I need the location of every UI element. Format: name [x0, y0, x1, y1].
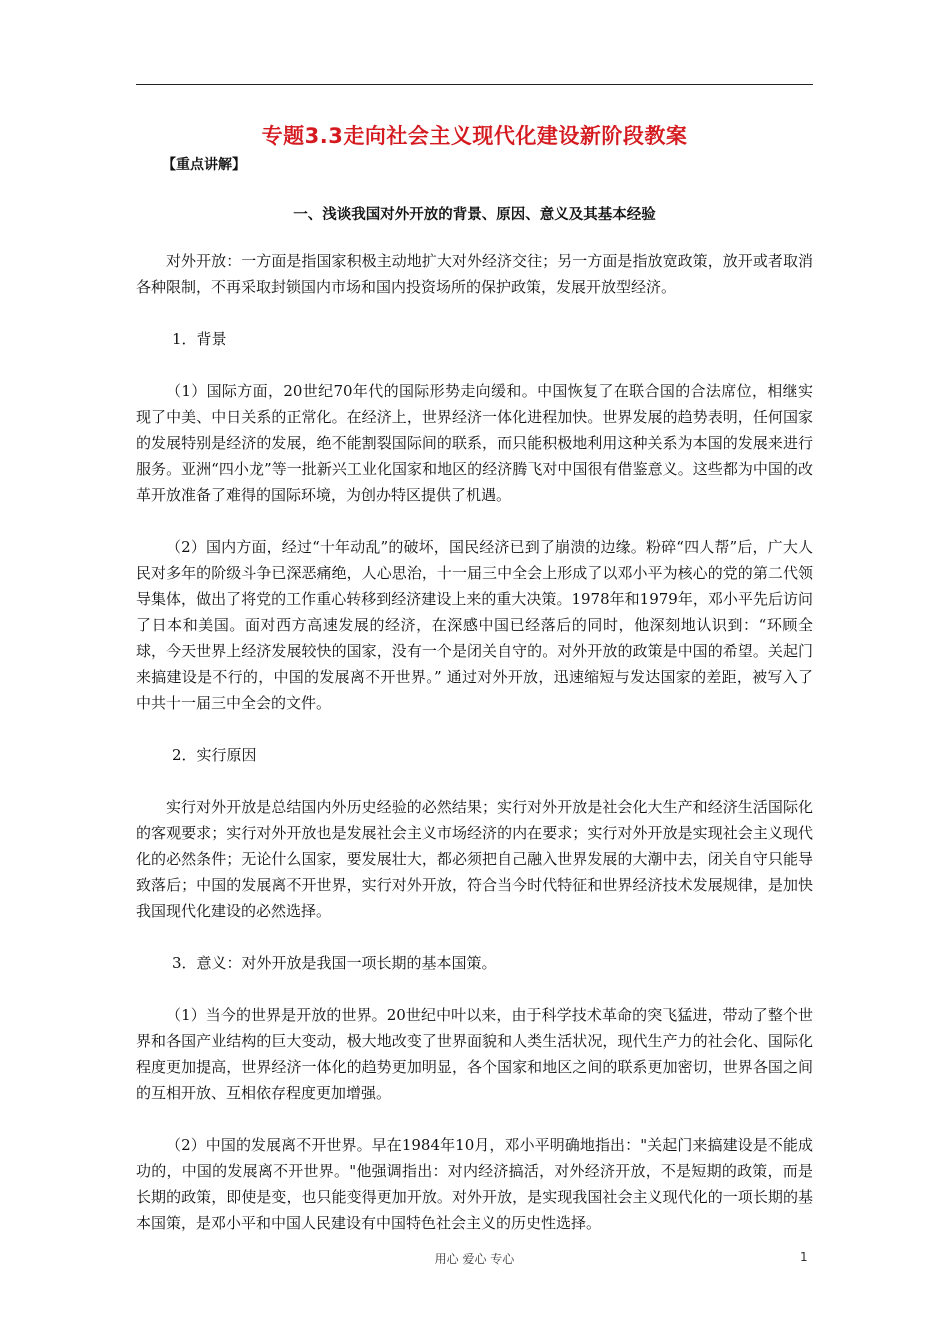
paragraph-china-world: （2）中国的发展离不开世界。早在1984年10月，邓小平明确地指出："关起门来搞建设是不能成功的，中国的发展离不开世界。"他强调指出：对内经济搞活，对外经济开放，不是短期的政策，而是长期的政策，即使是变，也只能变得更加开放。对外开放，是实现我国社会主义现代化的一项长期的基本国策，是邓小平和中国人民建设有中国特色社会主义的历史性选择。: [136, 1136, 813, 1232]
section-label: 【重点讲解】: [162, 157, 246, 173]
page-footer: 用心 爱心 专心: [434, 1252, 515, 1266]
section-heading: 一、浅谈我国对外开放的背景、原因、意义及其基本经验: [293, 207, 656, 223]
document-title: 专题3.3走向社会主义现代化建设新阶段教案: [261, 124, 688, 148]
subsection-title-background: 1．背景: [172, 330, 227, 348]
paragraph-reasons: 实行对外开放是总结国内外历史经验的必然结果；实行对外开放是社会化大生产和经济生活国际化的客观要求；实行对外开放也是发展社会主义市场经济的内在要求；实行对外开放是实现社会主义现代化的必然条件；无论什么国家，要发展壮大，都必须把自己融入世界发展的大潮中去，闭关自守只能导致落后；中国的发展离不开世界，实行对外开放，符合当今时代特征和世界经济技术发展规律，是加快我国现代化建设的必然选择。: [136, 798, 813, 920]
intro-paragraph: 对外开放：一方面是指国家积极主动地扩大对外经济交往；另一方面是指放宽政策，放开或者取消各种限制，不再采取封锁国内市场和国内投资场所的保护政策，发展开放型经济。: [136, 252, 813, 296]
paragraph-open-world: （1）当今的世界是开放的世界。20世纪中叶以来，由于科学技术革命的突飞猛进，带动了整个世界和各国产业结构的巨大变动，极大地改变了世界面貌和人类生活状况，现代生产力的社会化、国际化程度更加提高，世界经济一体化的趋势更加明显，各个国家和地区之间的联系更加密切，世界各国之间的互相开放、互相依存程度更加增强。: [136, 1006, 813, 1102]
page-number: 1: [800, 1250, 808, 1264]
document-body: [136, 248, 813, 1262]
paragraph-domestic: （2）国内方面，经过“十年动乱”的破坏，国民经济已到了崩溃的边缘。粉碎“四人帮”后，广大人民对多年的阶级斗争已深恶痛绝，人心思治，十一届三中全会上形成了以邓小平为核心的党的第二代领导集体，做出了将党的工作重心转移到经济建设上来的重大决策。1978年和1979年，邓小平先后访问了日本和美国。面对西方高速发展的经济，在深感中国已经落后的同时，他深刻地认识到：“环顾全球，今天世界上经济发展较快的国家，没有一个是闭关自守的。对外开放的政策是中国的希望。关起门来搞建设是不行的，中国的发展离不开世界。” 通过对外开放，迅速缩短与发达国家的差距，被写入了中共十一届三中全会的文件。: [136, 538, 813, 712]
header-rule: [136, 84, 813, 85]
subsection-title-reasons: 2．实行原因: [172, 746, 257, 764]
paragraph-international: （1）国际方面，20世纪70年代的国际形势走向缓和。中国恢复了在联合国的合法席位，相继实现了中美、中日关系的正常化。在经济上，世界经济一体化进程加快。世界发展的趋势表明，任何国家的发展特别是经济的发展，绝不能割裂国际间的联系，而只能积极地利用这种关系为本国的发展来进行服务。亚洲“四小龙”等一批新兴工业化国家和地区的经济腾飞对中国很有借鉴意义。这些都为中国的改革开放准备了难得的国际环境，为创办特区提供了机遇。: [136, 382, 813, 504]
subsection-title-significance: 3．意义：对外开放是我国一项长期的基本国策。: [172, 954, 497, 972]
